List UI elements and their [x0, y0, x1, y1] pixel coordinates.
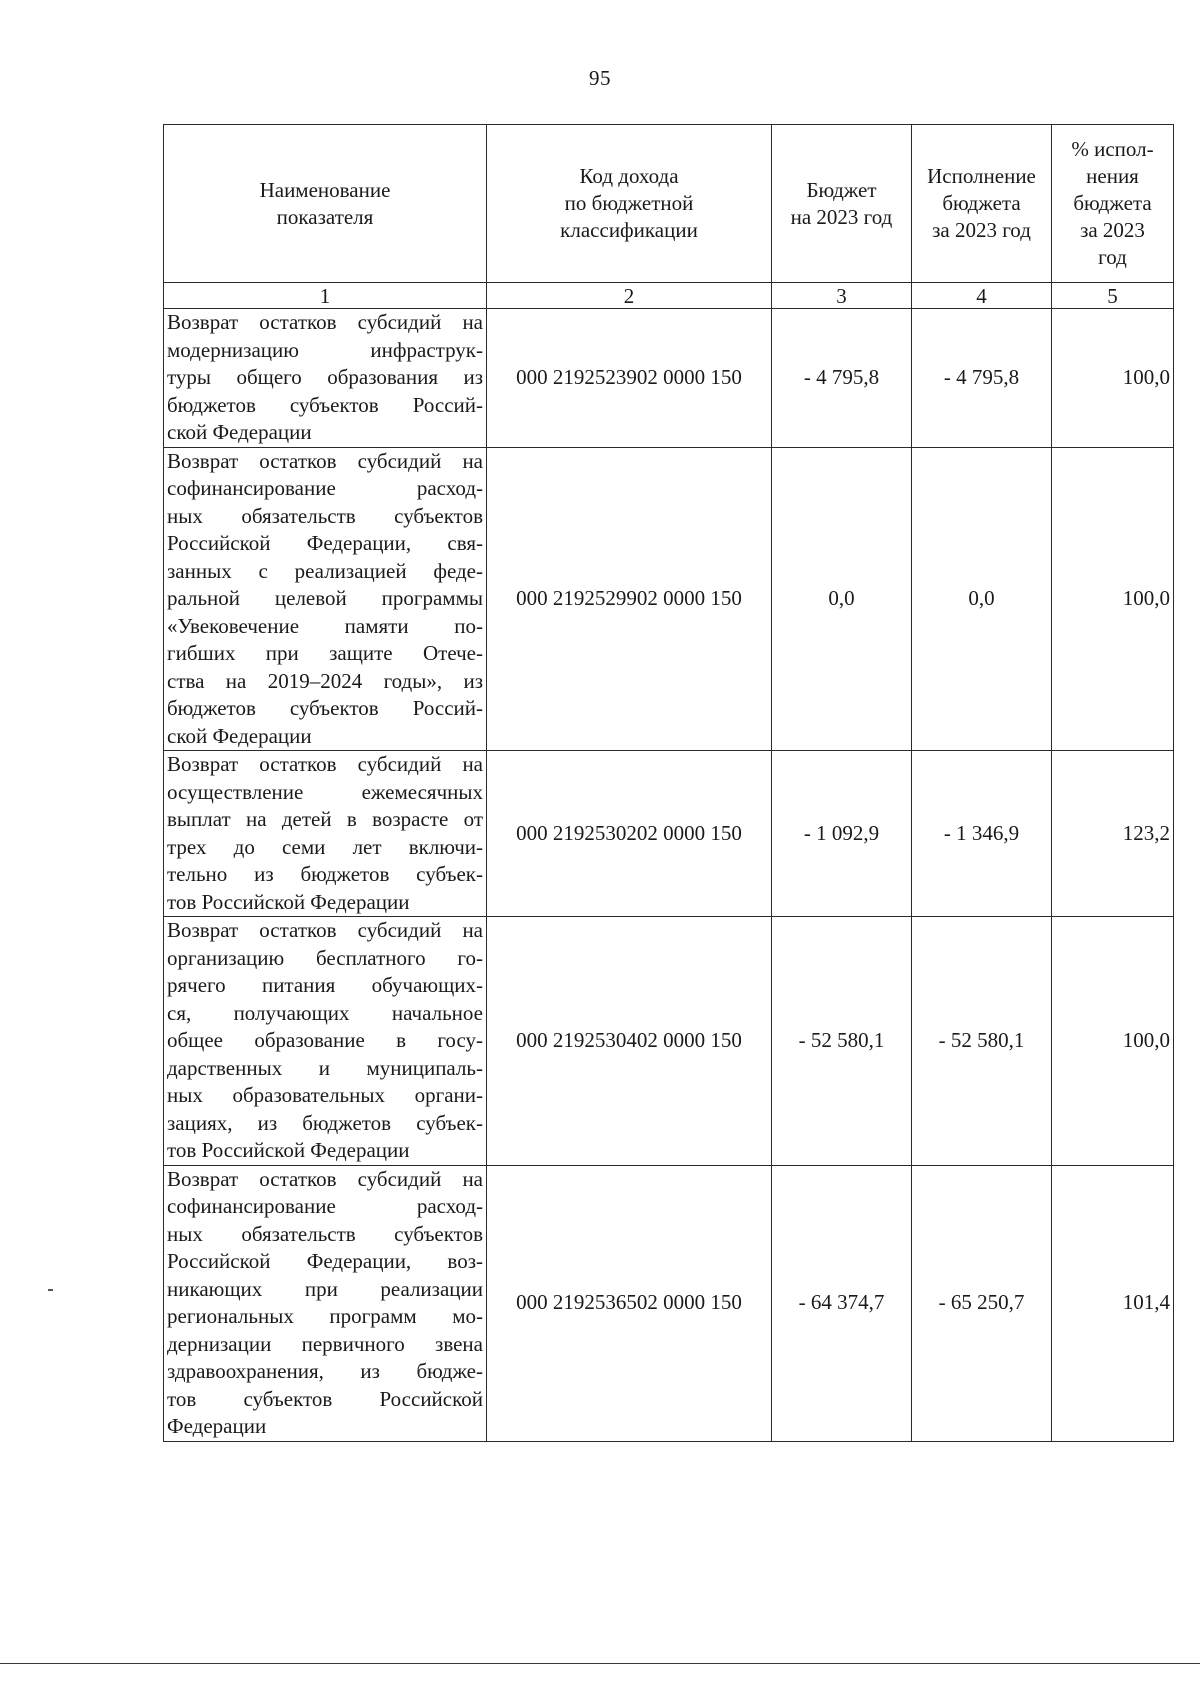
header-line: % испол- [1071, 137, 1154, 161]
header-line: классификации [560, 218, 698, 242]
indicator-name-line: выплат на детей в возрасте от [167, 807, 483, 831]
revenue-return-table [163, 124, 1174, 1442]
header-indicator-name [164, 125, 487, 283]
budget-cell: - 4 795,8 [772, 309, 912, 448]
indicator-name-line: занных с реализацией феде- [167, 558, 483, 583]
execution-cell: - 65 250,7 [912, 1165, 1052, 1441]
header-budget-2023 [772, 125, 912, 283]
income-code-cell: 000 2192529902 0000 150 [487, 447, 772, 751]
indicator-name-line: тов Российской Федерации [167, 889, 410, 914]
indicator-name-line: софинансирование расход- [167, 476, 483, 500]
header-line: за 2023 год [932, 218, 1031, 242]
indicator-name-line: модернизацию инфраструк- [167, 337, 483, 362]
header-line: год [1098, 245, 1127, 269]
execution-cell: - 52 580,1 [912, 917, 1052, 1166]
column-number: 1 [164, 283, 487, 309]
indicator-name-line: осуществление ежемесячных [167, 779, 483, 804]
indicator-name-line: ных обязательств субъектов [167, 1221, 483, 1246]
header-line: на 2023 год [790, 204, 893, 229]
indicator-name-line: гибших при защите Отече- [167, 641, 483, 665]
page-number: 95 [589, 66, 611, 90]
indicator-name-line: Возврат остатков субсидий на [167, 918, 483, 942]
indicator-name-line: ской Федерации [167, 420, 312, 444]
indicator-name-cell [164, 751, 487, 917]
indicator-name-line: Возврат остатков субсидий на [167, 310, 483, 334]
table-header-row [164, 125, 1174, 283]
header-line: нения [1086, 164, 1139, 188]
column-number: 2 [487, 283, 772, 309]
indicator-name-line: никающих при реализации [167, 1276, 483, 1301]
footer-rule [0, 1663, 1200, 1664]
header-line: бюджета [942, 191, 1021, 215]
indicator-name-line: тов Российской Федерации [167, 1138, 410, 1162]
indicator-name-line: Российской Федерации, свя- [167, 531, 483, 555]
indicator-name-line: дернизации первичного звена [167, 1331, 483, 1356]
header-execution-percent [1052, 125, 1174, 283]
column-number: 3 [772, 283, 912, 309]
table-row [164, 751, 1174, 917]
header-execution-2023 [912, 125, 1052, 283]
percent-cell: 123,2 [1052, 751, 1174, 917]
indicator-name-line: общее образование в госу- [167, 1028, 483, 1052]
percent-cell: 101,4 [1052, 1165, 1174, 1441]
header-line: по бюджетной [564, 191, 694, 215]
budget-cell: 0,0 [772, 447, 912, 751]
indicator-name-line: ных обязательств субъектов [167, 503, 483, 528]
execution-cell: 0,0 [912, 447, 1052, 751]
indicator-name-cell [164, 309, 487, 448]
income-code-cell: 000 2192536502 0000 150 [487, 1165, 772, 1441]
indicator-name-line: зациях, из бюджетов субъек- [167, 1110, 483, 1135]
execution-cell: - 4 795,8 [912, 309, 1052, 448]
budget-cell: - 1 092,9 [772, 751, 912, 917]
indicator-name-line: Федерации [167, 1414, 267, 1438]
header-line: за 2023 [1080, 218, 1145, 242]
header-line: показателя [276, 204, 374, 229]
header-line: Наименование [259, 177, 391, 202]
indicator-name-line: Возврат остатков субсидий на [167, 448, 483, 473]
percent-cell: 100,0 [1052, 917, 1174, 1166]
table-row [164, 917, 1174, 1166]
income-code-cell: 000 2192523902 0000 150 [487, 309, 772, 448]
indicator-name-line: бюджетов субъектов Россий- [167, 392, 483, 417]
budget-cell: - 52 580,1 [772, 917, 912, 1166]
percent-cell: 100,0 [1052, 447, 1174, 751]
indicator-name-line: Возврат остатков субсидий на [167, 1166, 483, 1191]
indicator-name-line: Возврат остатков субсидий на [167, 752, 483, 776]
indicator-name-line: тов субъектов Российской [167, 1386, 483, 1411]
indicator-name-line: ства на 2019–2024 годы», из [167, 668, 483, 693]
indicator-name-cell [164, 447, 487, 751]
income-code-cell: 000 2192530202 0000 150 [487, 751, 772, 917]
header-line: бюджета [1073, 191, 1152, 215]
indicator-name-cell [164, 917, 487, 1166]
indicator-name-cell [164, 1165, 487, 1441]
header-line: Код дохода [579, 164, 679, 188]
column-number-row [164, 283, 1174, 309]
table-row [164, 309, 1174, 448]
column-number: 4 [912, 283, 1052, 309]
header-line: Бюджет [806, 177, 877, 202]
indicator-name-line: ся, получающих начальное [167, 1000, 483, 1025]
execution-cell: - 1 346,9 [912, 751, 1052, 917]
scan-artifact [48, 1289, 53, 1291]
indicator-name-line: трех до семи лет включи- [167, 834, 483, 859]
indicator-name-line: региональных программ мо- [167, 1304, 483, 1328]
indicator-name-line: ных образовательных органи- [167, 1083, 483, 1107]
indicator-name-line: рячего питания обучающих- [167, 973, 483, 997]
indicator-name-line: ской Федерации [167, 723, 312, 748]
indicator-name-line: здравоохранения, из бюдже- [167, 1359, 483, 1383]
indicator-name-line: дарственных и муниципаль- [167, 1055, 483, 1080]
header-income-code [487, 125, 772, 283]
budget-cell: - 64 374,7 [772, 1165, 912, 1441]
column-number: 5 [1052, 283, 1174, 309]
indicator-name-line: ральной целевой программы [167, 586, 483, 610]
indicator-name-line: Российской Федерации, воз- [167, 1249, 483, 1273]
percent-cell: 100,0 [1052, 309, 1174, 448]
income-code-cell: 000 2192530402 0000 150 [487, 917, 772, 1166]
indicator-name-line: софинансирование расход- [167, 1194, 483, 1218]
table-body [164, 309, 1174, 1442]
indicator-name-line: туры общего образования из [167, 365, 483, 389]
indicator-name-line: «Увековечение памяти по- [167, 613, 483, 638]
table-row [164, 1165, 1174, 1441]
indicator-name-line: тельно из бюджетов субъек- [167, 862, 483, 886]
table-row [164, 447, 1174, 751]
indicator-name-line: бюджетов субъектов Россий- [167, 696, 483, 720]
indicator-name-line: организацию бесплатного го- [167, 945, 483, 970]
header-line: Исполнение [927, 164, 1036, 188]
